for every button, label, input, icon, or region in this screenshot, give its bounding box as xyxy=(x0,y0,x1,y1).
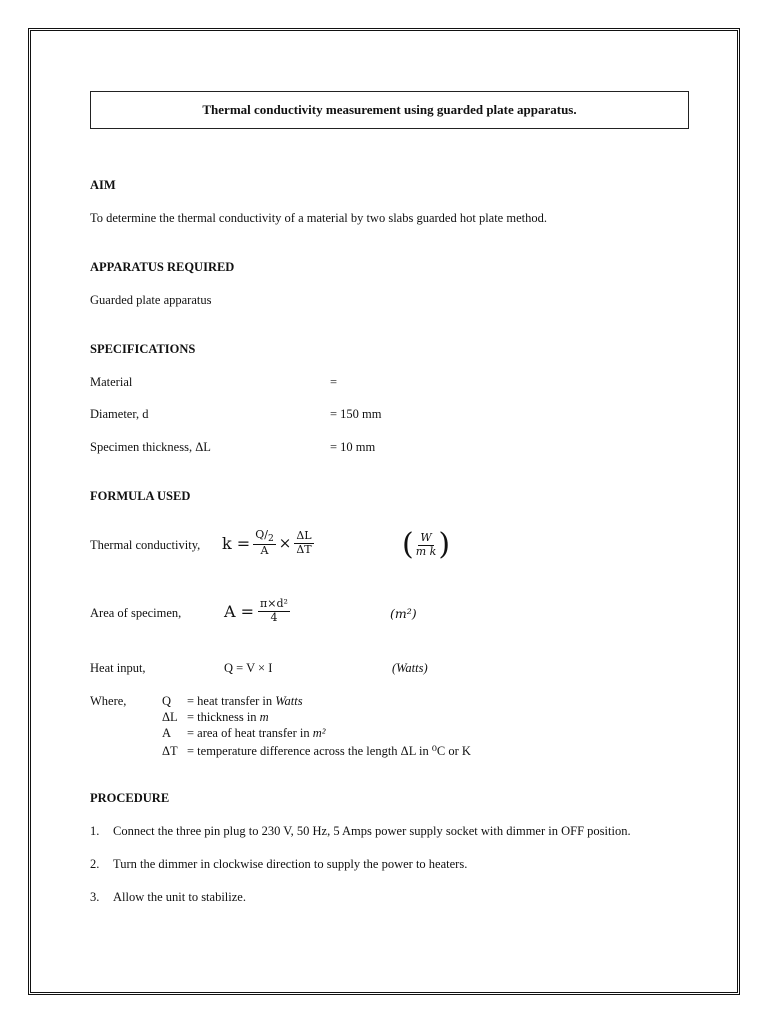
where-unit: m xyxy=(259,710,269,724)
unit-fraction xyxy=(414,532,439,557)
area-denominator: 4 xyxy=(270,610,278,624)
where-def: = area of heat transfer in xyxy=(187,726,313,740)
where-sym: ΔL xyxy=(162,710,178,724)
q-divisor: 2 xyxy=(267,533,274,544)
heat-unit: (Watts) xyxy=(392,661,428,675)
where-def: = thickness in xyxy=(187,710,260,724)
where-sym: A xyxy=(162,726,172,740)
conductivity-unit xyxy=(402,525,450,565)
apparatus-heading: APPARATUS REQUIRED xyxy=(90,260,235,274)
step-text: Allow the unit to stabilize. xyxy=(113,890,246,904)
where-line-dl xyxy=(162,710,269,725)
formula-heading: FORMULA USED xyxy=(90,489,191,503)
heat-equation: Q = V × I xyxy=(224,661,273,675)
step-number: 2. xyxy=(90,857,100,871)
procedure-step xyxy=(90,856,690,872)
where-def: = heat transfer in xyxy=(187,694,276,708)
spec-value-thickness: = 10 mm xyxy=(330,440,376,454)
spec-value-material: = xyxy=(330,375,338,389)
spec-label-material: Material xyxy=(90,375,133,389)
where-unit: m² xyxy=(312,726,326,740)
heat-label: Heat input, xyxy=(90,661,146,675)
paren-right: ) xyxy=(438,527,451,562)
times-sign: × xyxy=(278,534,292,552)
area-lhs: A = xyxy=(224,601,255,621)
where-def: = temperature difference across the length ΔL in ⁰C or K xyxy=(187,744,471,758)
where-label: Where, xyxy=(90,694,127,708)
a-symbol: A xyxy=(260,544,269,558)
aim-heading: AIM xyxy=(90,178,116,192)
step-number: 3. xyxy=(90,890,100,904)
specifications-heading: SPECIFICATIONS xyxy=(90,342,196,356)
area-numerator: π×d² xyxy=(260,597,288,611)
procedure-step xyxy=(90,889,690,905)
spec-label-diameter: Diameter, d xyxy=(90,407,149,421)
conductivity-lhs: k = xyxy=(222,533,251,553)
area-formula xyxy=(224,591,290,631)
spec-label-thickness: Specimen thickness, ΔL xyxy=(90,440,211,454)
procedure-heading: PROCEDURE xyxy=(90,791,170,805)
conductivity-q-over-a: $\frac{Q/_2}{A}$ xyxy=(255,527,274,558)
procedure-list xyxy=(90,823,690,922)
procedure-step xyxy=(90,823,690,839)
unit-denominator: m k xyxy=(415,544,437,558)
where-sym: Q xyxy=(162,694,172,708)
dl-symbol: ΔL xyxy=(296,529,312,543)
conductivity-dl-over-dt xyxy=(294,530,313,555)
where-sym: ΔT xyxy=(162,744,178,758)
where-line-q xyxy=(162,694,303,709)
apparatus-text: Guarded plate apparatus xyxy=(90,293,212,307)
area-label: Area of specimen, xyxy=(90,606,182,620)
where-line-dt xyxy=(162,743,471,759)
step-number: 1. xyxy=(90,824,100,838)
area-unit: (m²) xyxy=(390,606,417,621)
paren-left: ( xyxy=(402,527,414,562)
area-fraction xyxy=(258,598,290,623)
unit-numerator: W xyxy=(420,531,432,545)
document-title: Thermal conductivity measurement using guarded plate apparatus. xyxy=(90,91,689,129)
conductivity-formula xyxy=(222,523,314,563)
dt-symbol: ΔT xyxy=(296,542,312,556)
step-text: Connect the three pin plug to 230 V, 50 Hz, 5 Amps power supply socket with dimmer in OFF position. xyxy=(113,824,631,838)
where-unit: Watts xyxy=(275,694,303,708)
conductivity-label: Thermal conductivity, xyxy=(90,538,201,552)
where-line-a xyxy=(162,726,326,741)
aim-text: To determine the thermal conductivity of a material by two slabs guarded hot plate method. xyxy=(90,211,547,225)
q-symbol: Q xyxy=(255,527,265,541)
step-text: Turn the dimmer in clockwise direction to supply the power to heaters. xyxy=(113,857,468,871)
spec-value-diameter: = 150 mm xyxy=(330,407,382,421)
